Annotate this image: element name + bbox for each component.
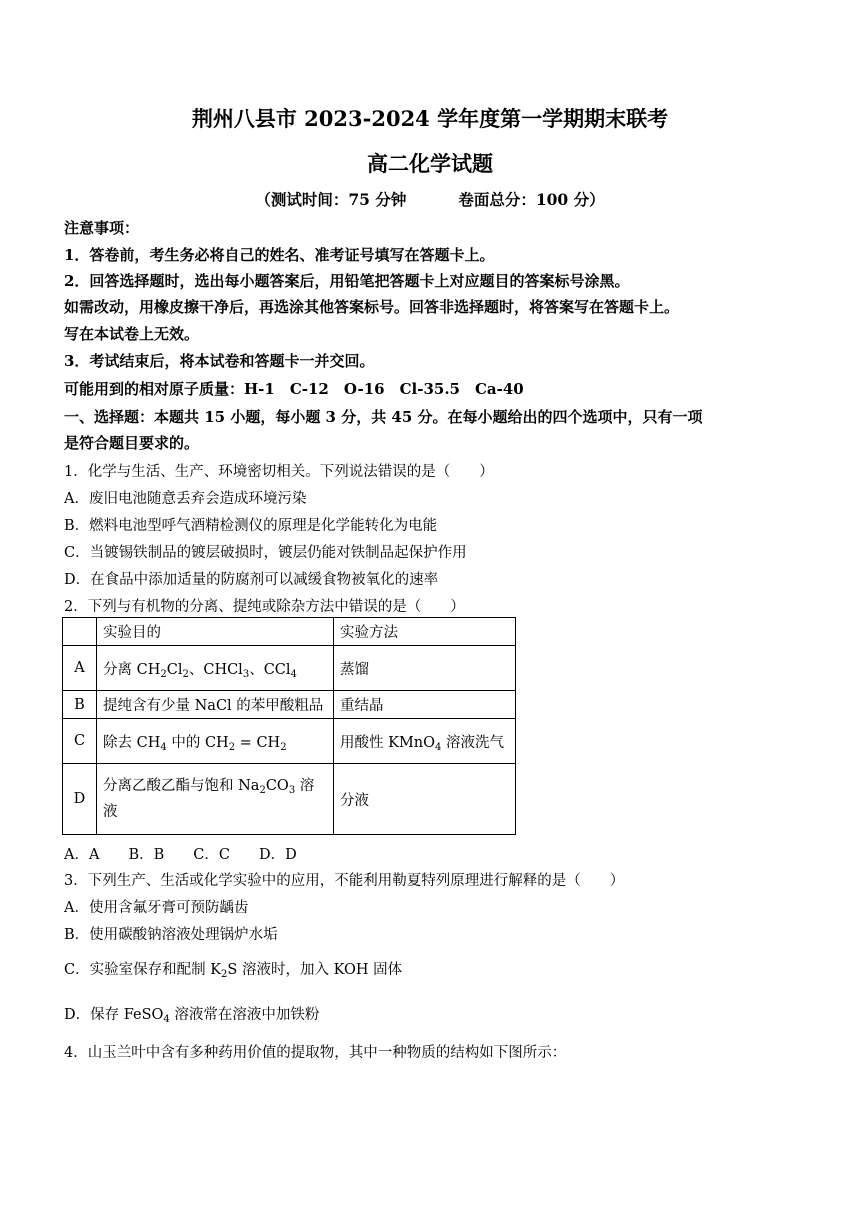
q1-stem: 1．化学与生活、生产、环境密切相关。下列说法错误的是（ ） <box>64 464 494 480</box>
section-1-line-1: 一、选择题：本题共 15 小题，每小题 3 分，共 45 分。在每小题给出的四个选项中，只有一项 <box>64 408 703 426</box>
row-d-purpose: 分离乙酸乙酯与饱和 $Na_2CO_3$ 溶 液 <box>97 764 334 835</box>
q2-table <box>62 617 516 835</box>
q1-option-c: C．当镀锡铁制品的镀层破损时，镀层仍能对铁制品起保护作用 <box>64 545 467 561</box>
row-b-purpose: 提纯含有少量 NaCl 的苯甲酸粗品 <box>97 691 334 719</box>
notice-heading: 注意事项： <box>64 219 140 237</box>
notice-item-2c: 写在本试卷上无效。 <box>64 325 200 343</box>
table-header-method: 实验方法 <box>334 618 516 646</box>
row-c-method: 用酸性 KMnO$_4$ 溶液洗气 <box>334 719 516 764</box>
row-label-b: B <box>63 691 97 719</box>
row-c-purpose: 除去 $CH_4$ 中的 $CH_2 = CH_2$ <box>97 719 334 764</box>
exam-title: 荆州八县市 2023-2024 学年度第一学期期末联考 <box>191 106 669 131</box>
table-row <box>63 691 516 719</box>
q3-option-c: C．实验室保存和配制 $K_2S$ 溶液时，加入 KOH 固体 <box>64 962 403 980</box>
notice-item-1: 1．答卷前，考生务必将自己的姓名、准考证号填写在答题卡上。 <box>64 246 495 264</box>
atomic-masses: 可能用到的相对原子质量：H-1 C-12 O-16 Cl-35.5 Ca-40 <box>64 380 524 398</box>
q4-stem: 4．山玉兰叶中含有多种药用价值的提取物，其中一种物质的结构如下图所示： <box>64 1045 567 1061</box>
row-label-c: C <box>63 719 97 764</box>
table-cell <box>63 618 97 646</box>
row-a-purpose: 分离 $CH_2Cl_2$、CHCl$_3$、CCl$_4$ <box>97 646 334 691</box>
table-header-purpose: 实验目的 <box>97 618 334 646</box>
notice-item-2a: 2．回答选择题时，选出每小题答案后，用铅笔把答题卡上对应题目的答案标号涂黑。 <box>64 272 630 290</box>
q2-stem: 2．下列与有机物的分离、提纯或除杂方法中错误的是（ ） <box>64 599 465 615</box>
q3-option-a: A．使用含氟牙膏可预防龋齿 <box>64 900 249 916</box>
section-1-line-2: 是符合题目要求的。 <box>64 434 200 452</box>
q3-option-d: D．保存 FeSO$_4$ 溶液常在溶液中加铁粉 <box>64 1007 320 1025</box>
row-b-method: 重结晶 <box>334 691 516 719</box>
q1-option-b: B．燃料电池型呼气酒精检测仪的原理是化学能转化为电能 <box>64 518 438 534</box>
notice-item-3: 3．考试结束后，将本试卷和答题卡一并交回。 <box>64 352 375 370</box>
table-row <box>63 646 516 691</box>
exam-subtitle: 高二化学试题 <box>367 151 493 176</box>
row-a-method: 蒸馏 <box>334 646 516 691</box>
q1-option-d: D．在食品中添加适量的防腐剂可以减缓食物被氧化的速率 <box>64 572 439 588</box>
q2-options: A．A B．B C．C D．D <box>64 847 297 863</box>
notice-item-2b: 如需改动，用橡皮擦干净后，再选涂其他答案标号。回答非选择题时，将答案写在答题卡上。 <box>64 298 680 316</box>
row-label-a: A <box>63 646 97 691</box>
row-label-d: D <box>63 764 97 835</box>
q3-option-b: B．使用碳酸钠溶液处理锅炉水垢 <box>64 927 278 943</box>
exam-info <box>0 188 860 210</box>
q1-option-a: A．废旧电池随意丢弃会造成环境污染 <box>64 491 307 507</box>
table-row <box>63 764 516 835</box>
exam-score: 卷面总分：100 分） <box>458 190 605 209</box>
table-row <box>63 719 516 764</box>
q3-stem: 3．下列生产、生活或化学实验中的应用，不能利用勒夏特列原理进行解释的是（ ） <box>64 873 625 889</box>
row-d-method: 分液 <box>334 764 516 835</box>
exam-time: （测试时间：75 分钟 <box>255 190 407 209</box>
table-row <box>63 618 516 646</box>
